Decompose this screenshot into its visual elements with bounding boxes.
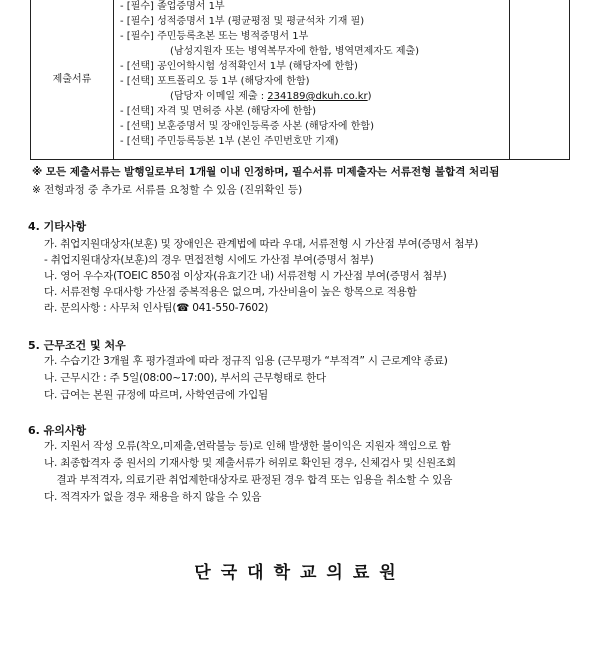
section-line: 나. 영어 우수자(TOEIC 850점 이상자(유효기간 내) 서류전형 시 가산점 부여(증명서 첨부): [44, 270, 447, 282]
list-item: (남성지원자 또는 병역복무자에 한함, 병역면제자도 제출): [170, 46, 420, 57]
email-link[interactable]: 234189@dkuh.co.kr: [267, 91, 368, 102]
table-right-divider: [509, 0, 510, 159]
section-title: 5. 근무조건 및 처우: [28, 339, 126, 352]
section-line: 다. 급여는 본원 규정에 따르며, 사학연금에 가입됨: [44, 389, 268, 401]
list-item: - [선택] 포트폴리오 등 1부 (해당자에 한함): [120, 76, 310, 87]
section-line: 가. 지원서 작성 오류(착오,미제출,연락불능 등)로 인해 발생한 불이익은 지원자 책임으로 함: [44, 440, 451, 452]
list-item: - [선택] 자격 및 면허증 사본 (해당자에 한함): [120, 106, 317, 117]
list-item: - [필수] 주민등록초본 또는 병적증명서 1부: [120, 31, 309, 42]
section-line: - 취업지원대상자(보훈)의 경우 면접전형 시에도 가산점 부여(증명서 첨부): [44, 254, 374, 266]
list-item-email: [120, 89, 419, 104]
section-line: 다. 서류전형 우대사항 가산점 중복적용은 없으며, 가산비율이 높은 항목으로 적용함: [44, 286, 417, 298]
section-title: 6. 유의사항: [28, 424, 87, 437]
list-item: - [선택] 보훈증명서 및 장애인등록증 사본 (해당자에 한함): [120, 121, 374, 132]
section-line: 다. 적격자가 없을 경우 채용을 하지 않을 수 있음: [44, 491, 262, 503]
section-line: 나. 최종합격자 중 원서의 기재사항 및 제출서류가 허위로 확인된 경우, 신체검사 및 신원조회: [44, 457, 456, 469]
section-line: 나. 근무시간 : 주 5일(08:00~17:00), 부서의 근무형태로 한다: [44, 372, 326, 384]
section-title: 4. 기타사항: [28, 220, 87, 233]
section-line: 가. 수습기간 3개월 후 평가결과에 따라 정규직 임용 (근무평가 “부적격” 시 근로계약 종료): [44, 355, 448, 367]
note-documents: ※ 모든 제출서류는 발행일로부터 1개월 이내 인정하며, 필수서류 미제출자는 서류전형 불합격 처리됨: [32, 166, 500, 178]
list-item: - [필수] 성적증명서 1부 (평균평점 및 평균석차 기재 필): [120, 16, 365, 27]
table-label: 제출서류: [52, 74, 92, 85]
institution-name: 단국대학교의료원: [194, 563, 406, 583]
email-prefix: (담당자 이메일 제출 :: [170, 91, 268, 102]
section-line: 라. 문의사항 : 사무처 인사팀(☎ 041-550-7602): [44, 302, 269, 314]
email-suffix: ): [367, 91, 372, 102]
list-item: - [선택] 공인어학시험 성적확인서 1부 (해당자에 한함): [120, 61, 358, 72]
section-line: 가. 취업지원대상자(보훈) 및 장애인은 관계법에 따라 우대, 서류전형 시 가산점 부여(증명서 첨부): [44, 238, 479, 250]
document-list: [120, 0, 419, 149]
section-line: 결과 부적격자, 의료기관 취업제한대상자로 판정된 경우 합격 또는 임용을 취소할 수 있음: [44, 474, 453, 486]
list-item: - [선택] 주민등록등본 1부 (본인 주민번호만 기재): [120, 136, 339, 147]
list-item: - [필수] 졸업증명서 1부: [120, 1, 225, 12]
submission-table: [30, 0, 570, 160]
note-additional: ※ 전형과정 중 추가로 서류를 요청할 수 있음 (진위확인 등): [32, 184, 303, 196]
